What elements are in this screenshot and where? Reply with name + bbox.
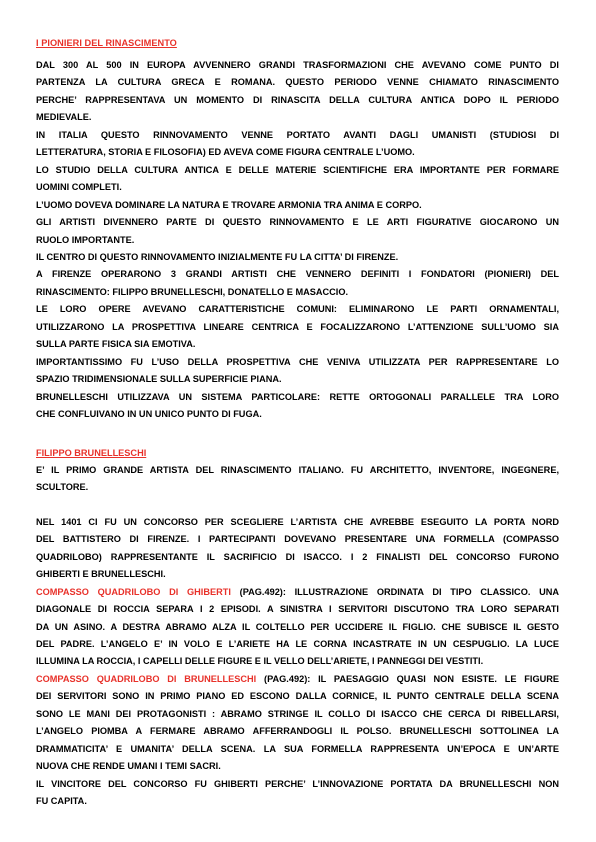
text-line: PARTENZA LA CULTURA GRECA E ROMANA. QUESTO PERIODO VENNE CHIAMATO RINASCIMENTO [36, 77, 559, 88]
text-line: L’UOMO DOVEVA DOMINARE LA NATURA E TROVARE ARMONIA TRA ANIMA E CORPO. [36, 199, 422, 210]
text-line: ILLUMINA LA ROCCIA, I CAPELLI DELLE FIGURE E IL VELLO DELL’ARIETE, I PANNEGGI DEI VESTITI. [36, 656, 484, 667]
section-brunelleschi [36, 445, 559, 811]
text-line: IL CENTRO DI QUESTO RINNOVAMENTO INIZIALMENTE FU LA CITTA’ DI FIRENZE. [36, 251, 399, 262]
text-line: RINASCIMENTO: FILIPPO BRUNELLESCHI, DONATELLO E MASACCIO. [36, 286, 349, 297]
brunelleschi-first-line: (PAG.492): IL PAESAGGIO QUASI NON ESISTE. LE FIGURE [256, 673, 560, 684]
text-line: IMPORTANTISSIMO FU L’USO DELLA PROSPETTIVA CHE VENIVA UTILIZZATA PER RAPPRESENTARE LO [36, 356, 559, 367]
text-line: CHE CONFLUIVANO IN UN UNICO PUNTO DI FUGA. [36, 409, 262, 420]
section-title-brunelleschi: FILIPPO BRUNELLESCHI [36, 447, 147, 458]
text-line: SCULTORE. [36, 481, 89, 492]
text-line: BRUNELLESCHI UTILIZZAVA UN SISTEMA PARTICOLARE: RETTE ORTOGONALI PARALLELE TRA LORO [36, 391, 559, 402]
text-line: DRAMMATICITA’ E UMANITA’ DELLA SCENA. LA SUA FORMELLA RAPPRESENTA UN’EPOCA E UN’ARTE [36, 743, 559, 754]
text-line: QUADRILOBO) RAPPRESENTANTE IL SACRIFICIO DI ISACCO. I 2 FINALISTI DEL CONCORSO FURONO [36, 551, 559, 562]
text-line: SONO LE MANI DEI PROTAGONISTI : ABRAMO STRINGE IL COLLO DI ISACCO CHE CERCA DI RIBELLARSI, [36, 708, 559, 719]
text-line: LETTERATURA, STORIA E FILOSOFIA) ED AVEVA COME FIGURA CENTRALE L’UOMO. [36, 147, 415, 158]
text-line: GLI ARTISTI DIVENNERO PARTE DI QUESTO RINNOVAMENTO E LE ARTI FIGURATIVE GIOCARONO UN [36, 217, 559, 228]
paragraph-brunelleschi [36, 671, 559, 776]
text-line: FU CAPITA. [36, 796, 87, 807]
text-line: DEL BATTISTERO DI FIRENZE. I PARTECIPANTI DOVEVANO PRESENTARE UNA FORMELLA (COMPASSO [36, 534, 559, 545]
text-line: PERCHE’ RAPPRESENTAVA UN MOMENTO DI RINASCITA DELLA CULTURA ANTICA DOPO IL PERIODO [36, 94, 559, 105]
text-line: DEI SERVITORI SONO IN PRIMO PIANO ED ESCONO DALLA CORNICE, IL PUNTO CENTRALE DELLA SCENA [36, 691, 559, 702]
text-line: L’ANGELO PIOMBA A FERMARE ABRAMO AFFERRANDOGLI IL POLSO. BRUNELLESCHI SOTTOLINEA LA [36, 726, 559, 737]
text-line: A FIRENZE OPERARONO 3 GRANDI ARTISTI CHE VENNERO DEFINITI I FONDATORI (PIONIERI) DEL [36, 269, 559, 280]
text-line: NEL 1401 CI FU UN CONCORSO PER SCEGLIERE L’ARTISTA CHE AVREBBE ESEGUITO LA PORTA NORD [36, 516, 559, 527]
text-line: LE LORO OPERE AVEVANO CARATTERISTICHE COMUNI: ELIMINARONO LE PARTI ORNAMENTALI, [36, 304, 559, 315]
text-line: E’ IL PRIMO GRANDE ARTISTA DEL RINASCIMENTO ITALIANO. FU ARCHITETTO, INVENTORE, INGEGNERE, [36, 464, 559, 475]
paragraph-intro [36, 462, 559, 497]
text-line: IL VINCITORE DEL CONCORSO FU GHIBERTI PERCHE’ L’INNOVAZIONE PORTATA DA BRUNELLESCHI NON [36, 778, 559, 789]
ghiberti-label: COMPASSO QUADRILOBO DI GHIBERTI [36, 586, 231, 597]
text-line: LO STUDIO DELLA CULTURA ANTICA E DELLE MATERIE SCIENTIFICHE ERA IMPORTANTE PER FORMARE [36, 164, 559, 175]
text-line: DA UN ASINO. A DESTRA ABRAMO ALZA IL COLTELLO PER UCCIDERE IL FIGLIO. CHE SUBISCE IL GESTO [36, 621, 559, 632]
text-line: MEDIEVALE. [36, 112, 92, 123]
text-line [36, 584, 559, 601]
text-line: IN ITALIA QUESTO RINNOVAMENTO VENNE PORTATO AVANTI DAGLI UMANISTI (STUDIOSI DI [36, 129, 559, 140]
text-line: SULLA PARTE FISICA SIA EMOTIVA. [36, 339, 196, 350]
text-line: DAL 300 AL 500 IN EUROPA AVVENNERO GRANDI TRASFORMAZIONI CHE AVEVANO COME PUNTO DI [36, 60, 559, 70]
paragraph-pionieri [36, 57, 559, 424]
text-line: NUOVA CHE RENDE UMANI I TEMI SACRI. [36, 761, 221, 772]
blank-line [36, 496, 559, 513]
text-line: SPAZIO TRIDIMENSIONALE SULLA SUPERFICIE PIANA. [36, 374, 282, 385]
section-pionieri-body [36, 57, 559, 424]
text-line [36, 671, 559, 688]
ghiberti-first-line: (PAG.492): ILLUSTRAZIONE ORDINATA DI TIPO CLASSICO. UNA [230, 586, 560, 597]
section-title-pionieri: I PIONIERI DEL RINASCIMENTO [36, 38, 177, 48]
text-line: UOMINI COMPLETI. [36, 182, 122, 193]
text-line: DEL PADRE. L’ANGELO E’ IN VOLO E L’ARIETE HA LE CORNA INCASTRATE IN UN CESPUGLIO. LA LUCE [36, 639, 559, 650]
paragraph-ghiberti [36, 584, 559, 671]
paragraph-contest [36, 514, 559, 584]
text-line: DIAGONALE DI ROCCIA SEPARA I 2 EPISODI. A SINISTRA I SERVITORI DISCUTONO TRA LORO SEPARATI [36, 604, 559, 615]
brunelleschi-label: COMPASSO QUADRILOBO DI BRUNELLESCHI [36, 673, 257, 684]
text-line: RUOLO IMPORTANTE. [36, 234, 135, 245]
text-line: GHIBERTI E BRUNELLESCHI. [36, 569, 166, 580]
text-line: UTILIZZARONO LA PROSPETTIVA LINEARE CENTRICA E FOCALIZZARONO L’ATTENZIONE SULL’UOMO SIA [36, 321, 559, 332]
paragraph-winner [36, 776, 559, 811]
